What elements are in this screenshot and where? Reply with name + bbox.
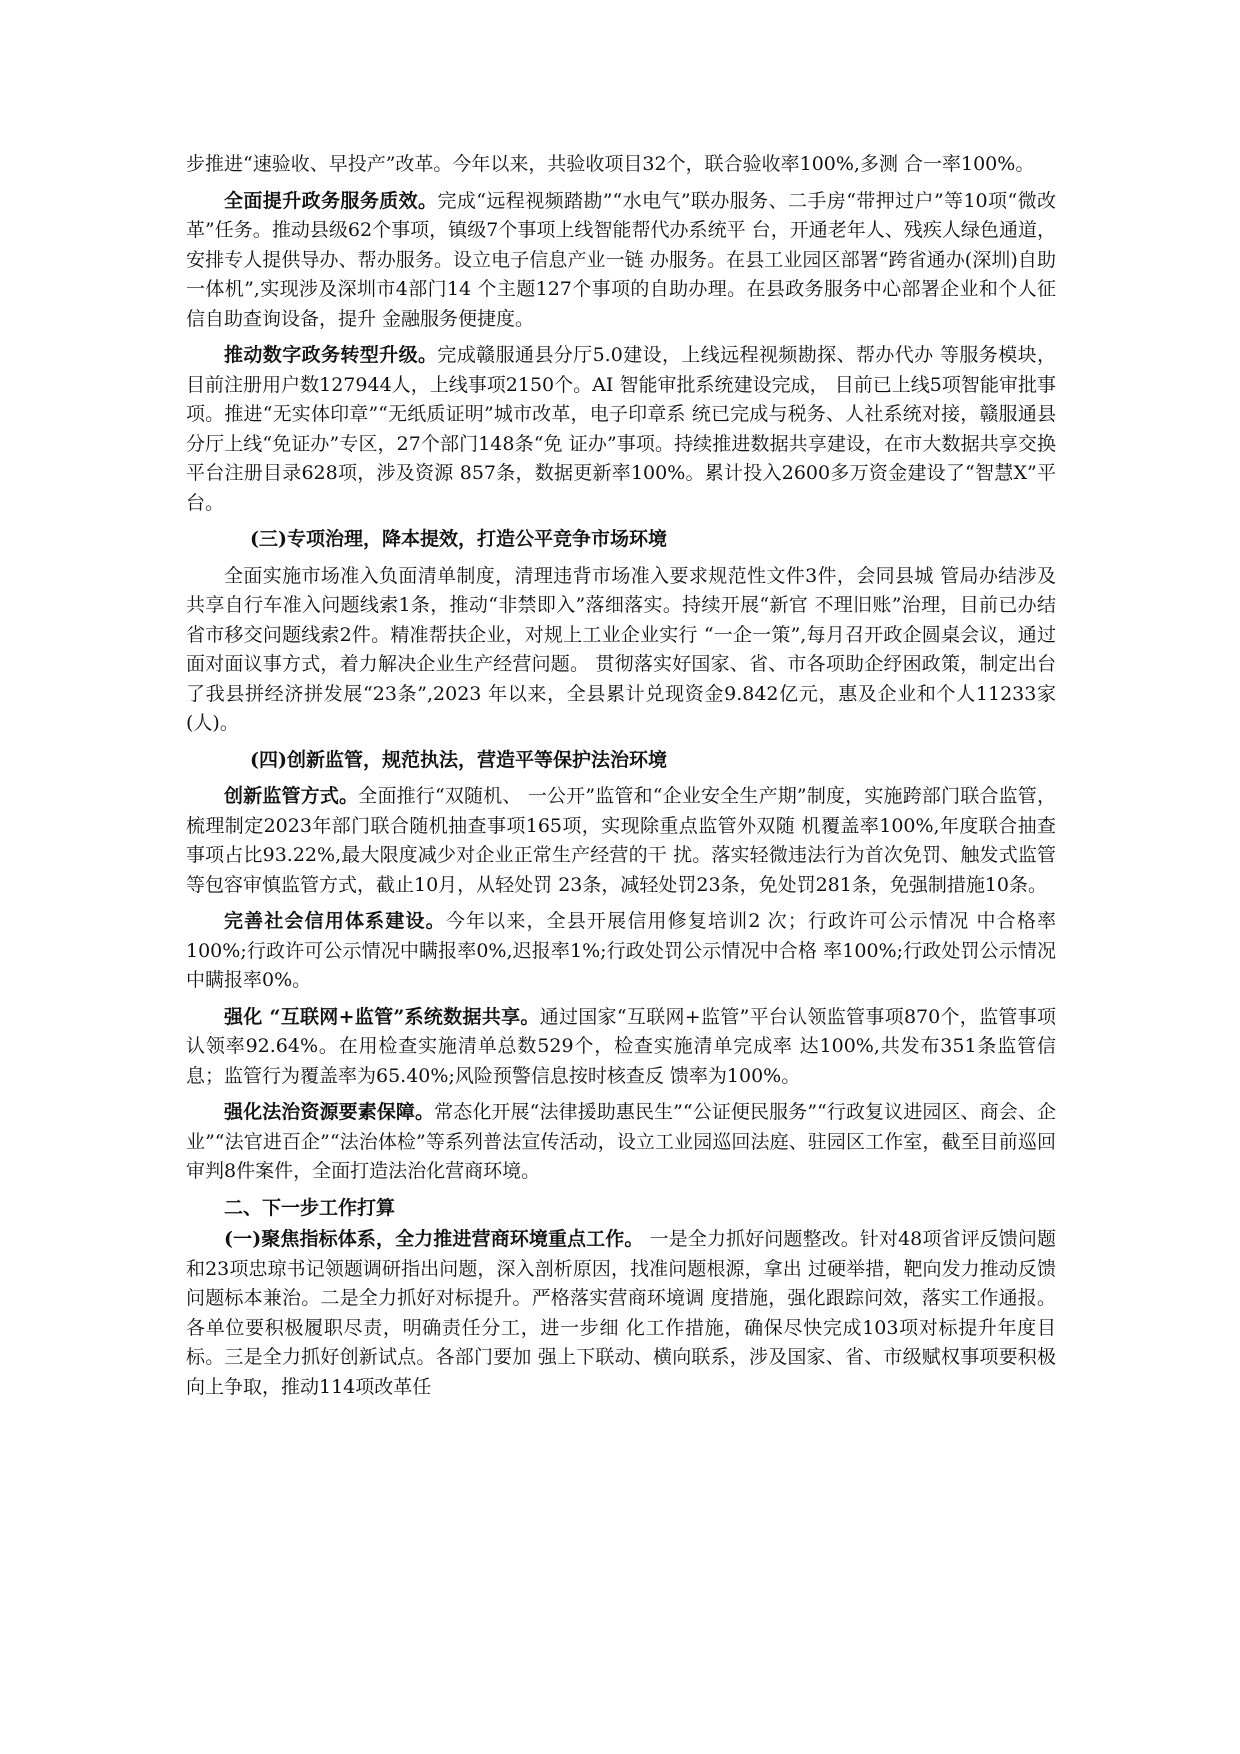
paragraph-body: 通过国家“互联网+监管”平台认领监管事项870个，监管事项认领率92.64%。在用检查实施清单总数529个，检查实施清单完成率 达100%,共发布351条监管信息；监管行为覆盖率为65.40%;风险预警信息按时核查反 馈率为100%。 (186, 1005, 1056, 1087)
paragraph-heading: 全面提升政务服务质效。 (224, 189, 438, 212)
paragraph-body: 全面推行“双随机、 一公开”监管和“企业安全生产期”制度，实施跨部门联合监管，梳理制定2023年部门联合随机抽查事项165项，实现除重点监管外双随 机覆盖率100%,年度联合抽查事项占比93.22%,最大限度减少对企业正常生产经营的干 扰。落实轻微违法行为首次免罚、触发式监管等包容审慎监管方式，截止10月，从轻处罚 23条，减轻处罚23条，免处罚281条，免强制措施10条。 (186, 785, 1056, 896)
paragraph-body: 全面实施市场准入负面清单制度，清理违背市场准入要求规范性文件3件，会同县城 管局办结涉及共享自行车准入问题线索1条，推动“非禁即入”落细落实。持续开展“新官 不理旧账”治理，目前已办结省市移交问题线索2件。精准帮扶企业，对规上工业企业实行 “一企一策”,每月召开政企圆桌会议，通过面对面议事方式，着力解决企业生产经营问题。 贯彻落实好国家、省、市各项助企纾困政策，制定出台了我县拼经济拼发展“23条”,2023 年以来，全县累计兑现资金9.842亿元，惠及企业和个人11233家(人)。 (186, 564, 1056, 734)
paragraph-body: 常态化开展“法律援助惠民生”“公证便民服务”“行政复议进园区、商会、企业”“法官进百企”“法治体检”等系列普法宣传活动，设立工业园巡回法庭、驻园区工作室，截至目前巡回审判8件案件，全面打造法治化营商环境。 (186, 1101, 1056, 1182)
paragraph-heading: 完善社会信用体系建设。 (224, 910, 446, 932)
paragraph-heading: 创新监管方式。 (224, 785, 359, 807)
paragraph-digital-government (186, 341, 1056, 518)
paragraph-heading: 强化 “互联网+监管”系统数据共享。 (224, 1005, 540, 1028)
paragraph-body: 今年以来，全县开展信用修复培训2 次；行政许可公示情况 中合格率100%;行政许可公示情况中瞒报率0%,迟报率1%;行政处罚公示情况中合格 率100%;行政处罚公示情况中瞒报率0%。 (186, 910, 1056, 991)
paragraph-internet-supervision (186, 1003, 1056, 1092)
paragraph-indicator-system (186, 1225, 1056, 1402)
paragraph-body: 完成“远程视频踏勘”“水电气”联办服务、二手房“带押过户”等10项“微改革”任务。推动县级62个事项，镇级7个事项上线智能帮代办系统平 台，开通老年人、残疾人绿色通道，安排专人提供导办、帮办服务。设立电子信息产业一链 办服务。在县工业园区部署“跨省通办(深圳)自助一体机”,实现涉及深圳市4部门14 个主题127个事项的自助办理。在县政务服务中心部署企业和个人征信自助查询设备，提升 金融服务便捷度。 (186, 189, 1056, 330)
paragraph-supervision-method (186, 782, 1056, 900)
section-heading-next-steps: 二、下一步工作打算 (224, 1196, 396, 1219)
paragraph-heading: 强化法治资源要素保障。 (224, 1101, 435, 1123)
paragraph-social-credit (186, 907, 1056, 996)
paragraph-market-environment (186, 562, 1056, 739)
paragraph-body: 步推进“速验收、早投产”改革。今年以来，共验收项目32个，联合验收率100%,多测 合一率100%。 (186, 153, 1035, 175)
paragraph-legal-resources (186, 1098, 1056, 1187)
document-page (186, 150, 1056, 1409)
section-heading-3: (三)专项治理，降本提效，打造公平竞争市场环境 (250, 528, 667, 550)
paragraph-heading: 推动数字政务转型升级。 (224, 344, 438, 366)
paragraph-heading: (一)聚焦指标体系，全力推进营商环境重点工作。 (224, 1228, 644, 1250)
section-heading-4: (四)创新监管，规范执法，营造平等保护法治环境 (250, 748, 667, 771)
paragraph-acceptance-reform (186, 150, 1056, 180)
paragraph-body: 完成赣服通县分厅5.0建设，上线远程视频勘探、帮办代办 等服务模块，目前注册用户数127944人，上线事项2150个。AI 智能审批系统建设完成， 目前已上线5项智能审批事项。推进“无实体印章”“无纸质证明”城市改革，电子印章系 统已完成与税务、人社系统对接，赣服通县分厅上线“免证办”专区，27个部门148条“免 证办”事项。持续推进数据共享建设，在市大数据共享交换平台注册目录628项，涉及资源 857条，数据更新率100%。累计投入2600多万资金建设了“智慧X”平台。 (186, 344, 1056, 514)
paragraph-body: 一是全力抓好问题整改。针对48项省评反馈问题和23项忠琼书记领题调研指出问题，深入剖析原因，找准问题根源，拿出 过硬举措，靶向发力推动反馈问题标本兼治。二是全力抓好对标提升。严格落实营商环境调 度措施，强化跟踪问效，落实工作通报。各单位要积极履职尽责，明确责任分工，进一步细 化工作措施，确保尽快完成103项对标提升年度目标。三是全力抓好创新试点。各部门要加 强上下联动、横向联系，涉及国家、省、市级赋权事项要积极向上争取，推动114项改革任 (186, 1228, 1057, 1398)
paragraph-government-services (186, 187, 1056, 335)
